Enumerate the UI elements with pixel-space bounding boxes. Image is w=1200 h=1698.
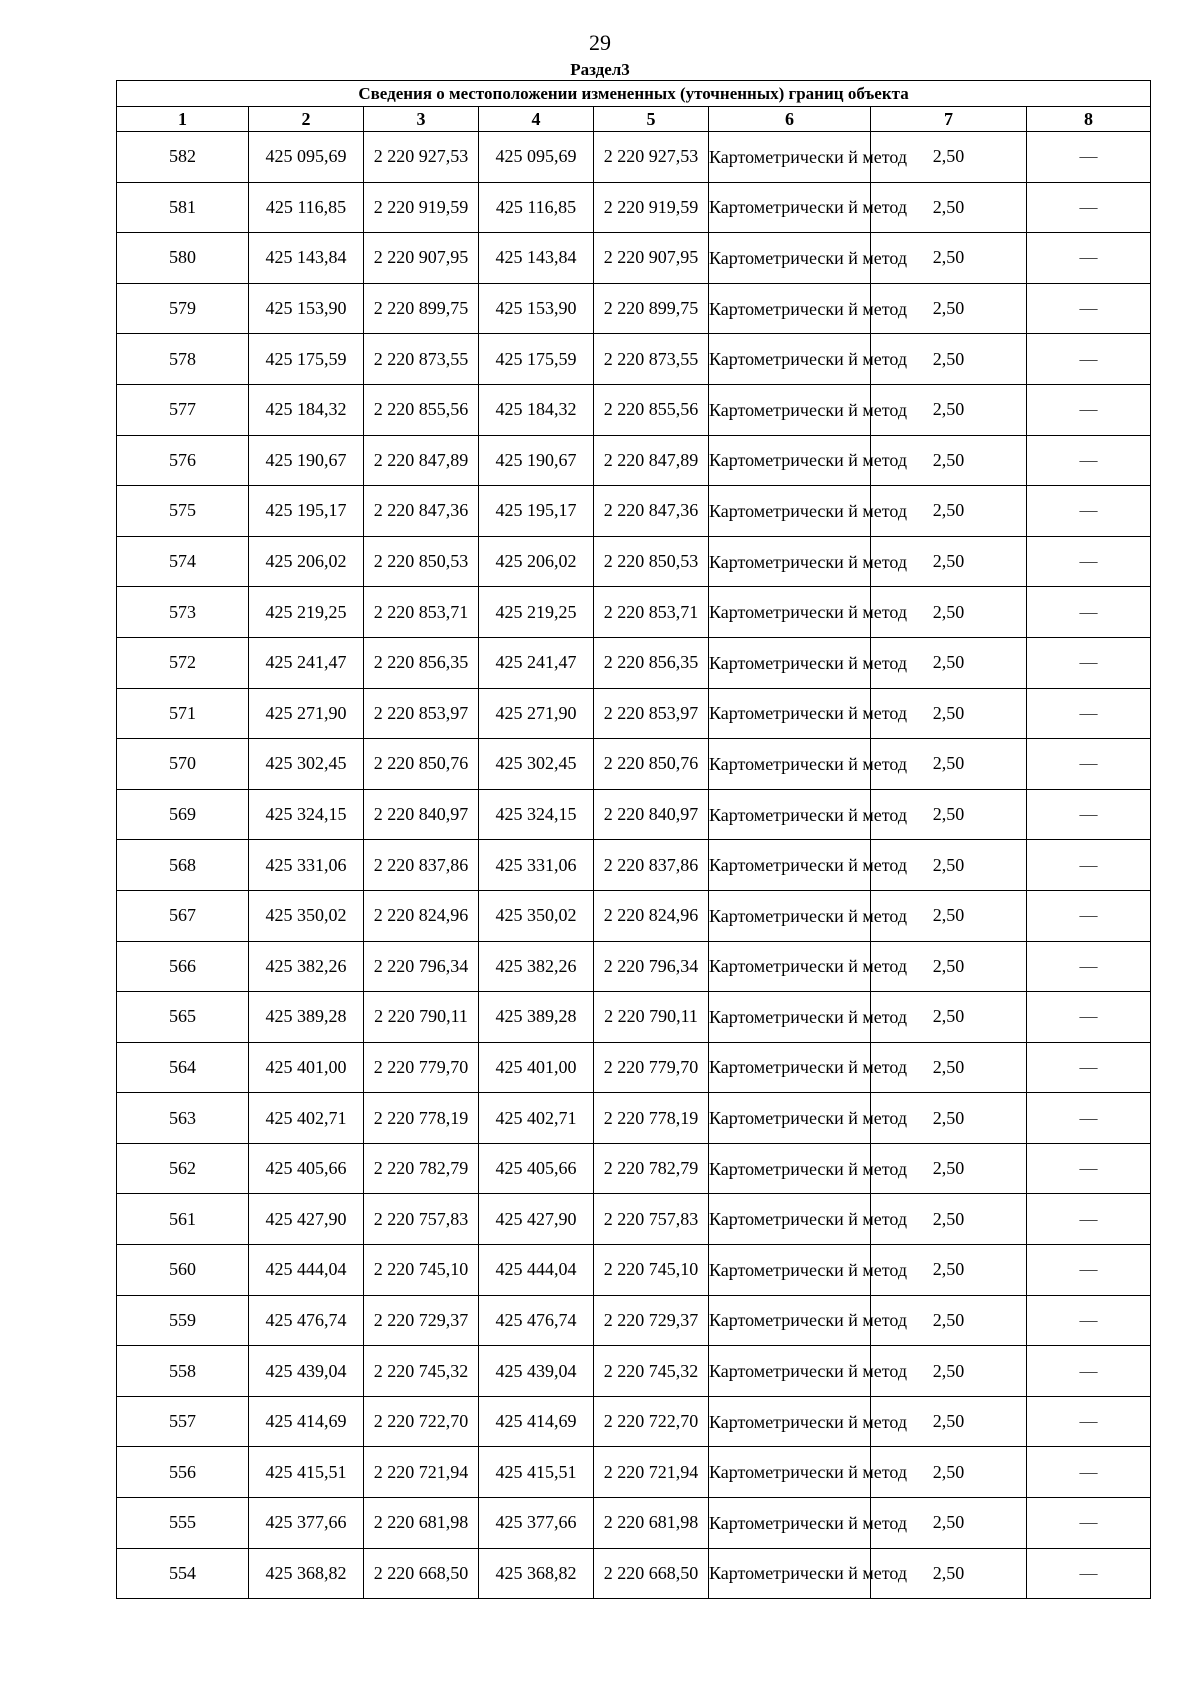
y-old-cell: 2 220 722,70 — [364, 1396, 479, 1447]
point-number-cell: 562 — [117, 1143, 249, 1194]
note-cell: — — [1027, 992, 1151, 1043]
y-old-cell: 2 220 873,55 — [364, 334, 479, 385]
x-old-cell: 425 476,74 — [249, 1295, 364, 1346]
note-cell: — — [1027, 132, 1151, 183]
table-row — [117, 789, 1151, 840]
accuracy-cell: 2,50 — [871, 384, 1027, 435]
accuracy-cell: 2,50 — [871, 840, 1027, 891]
point-number-cell: 561 — [117, 1194, 249, 1245]
y-new-cell: 2 220 824,96 — [594, 890, 709, 941]
accuracy-cell: 2,50 — [871, 182, 1027, 233]
y-new-cell: 2 220 796,34 — [594, 941, 709, 992]
y-old-cell: 2 220 899,75 — [364, 283, 479, 334]
accuracy-cell: 2,50 — [871, 132, 1027, 183]
accuracy-cell: 2,50 — [871, 941, 1027, 992]
y-new-cell: 2 220 850,53 — [594, 536, 709, 587]
x-new-cell: 425 444,04 — [479, 1245, 594, 1296]
table-caption-row — [117, 81, 1151, 107]
x-old-cell: 425 095,69 — [249, 132, 364, 183]
point-number-cell: 571 — [117, 688, 249, 739]
point-number-cell: 557 — [117, 1396, 249, 1447]
x-old-cell: 425 302,45 — [249, 739, 364, 790]
table-row — [117, 587, 1151, 638]
y-new-cell: 2 220 855,56 — [594, 384, 709, 435]
x-old-cell: 425 241,47 — [249, 637, 364, 688]
y-old-cell: 2 220 850,76 — [364, 739, 479, 790]
note-cell: — — [1027, 233, 1151, 284]
note-cell: — — [1027, 1143, 1151, 1194]
x-old-cell: 425 195,17 — [249, 486, 364, 537]
point-number-cell: 558 — [117, 1346, 249, 1397]
note-cell: — — [1027, 182, 1151, 233]
accuracy-cell: 2,50 — [871, 536, 1027, 587]
x-old-cell: 425 402,71 — [249, 1093, 364, 1144]
y-old-cell: 2 220 745,32 — [364, 1346, 479, 1397]
table-row — [117, 132, 1151, 183]
y-old-cell: 2 220 853,97 — [364, 688, 479, 739]
table-row — [117, 283, 1151, 334]
method-cell: Картометрически й метод — [709, 182, 871, 233]
method-cell: Картометрически й метод — [709, 840, 871, 891]
point-number-cell: 574 — [117, 536, 249, 587]
x-new-cell: 425 402,71 — [479, 1093, 594, 1144]
accuracy-cell: 2,50 — [871, 789, 1027, 840]
y-old-cell: 2 220 850,53 — [364, 536, 479, 587]
y-new-cell: 2 220 907,95 — [594, 233, 709, 284]
y-old-cell: 2 220 853,71 — [364, 587, 479, 638]
y-new-cell: 2 220 853,71 — [594, 587, 709, 638]
table-row — [117, 1346, 1151, 1397]
table-row — [117, 992, 1151, 1043]
note-cell: — — [1027, 739, 1151, 790]
method-cell: Картометрически й метод — [709, 941, 871, 992]
method-cell: Картометрически й метод — [709, 132, 871, 183]
x-new-cell: 425 414,69 — [479, 1396, 594, 1447]
note-cell: — — [1027, 637, 1151, 688]
table-row — [117, 1093, 1151, 1144]
point-number-cell: 573 — [117, 587, 249, 638]
note-cell: — — [1027, 384, 1151, 435]
x-new-cell: 425 116,85 — [479, 182, 594, 233]
y-new-cell: 2 220 847,89 — [594, 435, 709, 486]
x-new-cell: 425 190,67 — [479, 435, 594, 486]
accuracy-cell: 2,50 — [871, 1194, 1027, 1245]
accuracy-cell: 2,50 — [871, 688, 1027, 739]
method-cell: Картометрически й метод — [709, 1042, 871, 1093]
method-cell: Картометрически й метод — [709, 688, 871, 739]
y-old-cell: 2 220 721,94 — [364, 1447, 479, 1498]
method-cell: Картометрически й метод — [709, 384, 871, 435]
point-number-cell: 567 — [117, 890, 249, 941]
x-new-cell: 425 175,59 — [479, 334, 594, 385]
y-new-cell: 2 220 899,75 — [594, 283, 709, 334]
y-new-cell: 2 220 779,70 — [594, 1042, 709, 1093]
note-cell: — — [1027, 890, 1151, 941]
x-new-cell: 425 377,66 — [479, 1498, 594, 1549]
x-old-cell: 425 401,00 — [249, 1042, 364, 1093]
y-old-cell: 2 220 782,79 — [364, 1143, 479, 1194]
point-number-cell: 556 — [117, 1447, 249, 1498]
note-cell: — — [1027, 1295, 1151, 1346]
note-cell: — — [1027, 1042, 1151, 1093]
note-cell: — — [1027, 283, 1151, 334]
column-number: 6 — [709, 107, 871, 132]
accuracy-cell: 2,50 — [871, 486, 1027, 537]
point-number-cell: 572 — [117, 637, 249, 688]
point-number-cell: 569 — [117, 789, 249, 840]
x-new-cell: 425 143,84 — [479, 233, 594, 284]
table-row — [117, 1548, 1151, 1599]
method-cell: Картометрически й метод — [709, 1194, 871, 1245]
table-row — [117, 233, 1151, 284]
accuracy-cell: 2,50 — [871, 1042, 1027, 1093]
y-old-cell: 2 220 837,86 — [364, 840, 479, 891]
table-row — [117, 941, 1151, 992]
y-new-cell: 2 220 856,35 — [594, 637, 709, 688]
x-old-cell: 425 331,06 — [249, 840, 364, 891]
column-number: 2 — [249, 107, 364, 132]
x-new-cell: 425 331,06 — [479, 840, 594, 891]
note-cell: — — [1027, 941, 1151, 992]
table-row — [117, 182, 1151, 233]
page-number: 29 — [589, 30, 611, 55]
note-cell: — — [1027, 1548, 1151, 1599]
note-cell: — — [1027, 536, 1151, 587]
section-title: Раздел3 — [570, 60, 630, 79]
x-old-cell: 425 405,66 — [249, 1143, 364, 1194]
y-new-cell: 2 220 847,36 — [594, 486, 709, 537]
x-new-cell: 425 405,66 — [479, 1143, 594, 1194]
method-cell: Картометрически й метод — [709, 1548, 871, 1599]
point-number-cell: 560 — [117, 1245, 249, 1296]
point-number-cell: 582 — [117, 132, 249, 183]
table-row — [117, 384, 1151, 435]
y-new-cell: 2 220 853,97 — [594, 688, 709, 739]
x-old-cell: 425 153,90 — [249, 283, 364, 334]
y-old-cell: 2 220 855,56 — [364, 384, 479, 435]
point-number-cell: 559 — [117, 1295, 249, 1346]
y-new-cell: 2 220 873,55 — [594, 334, 709, 385]
x-old-cell: 425 190,67 — [249, 435, 364, 486]
y-old-cell: 2 220 907,95 — [364, 233, 479, 284]
x-old-cell: 425 350,02 — [249, 890, 364, 941]
x-old-cell: 425 389,28 — [249, 992, 364, 1043]
note-cell: — — [1027, 435, 1151, 486]
x-new-cell: 425 401,00 — [479, 1042, 594, 1093]
y-new-cell: 2 220 919,59 — [594, 182, 709, 233]
accuracy-cell: 2,50 — [871, 1093, 1027, 1144]
x-old-cell: 425 143,84 — [249, 233, 364, 284]
y-new-cell: 2 220 927,53 — [594, 132, 709, 183]
x-new-cell: 425 241,47 — [479, 637, 594, 688]
method-cell: Картометрически й метод — [709, 334, 871, 385]
point-number-cell: 575 — [117, 486, 249, 537]
point-number-cell: 570 — [117, 739, 249, 790]
y-new-cell: 2 220 850,76 — [594, 739, 709, 790]
x-new-cell: 425 302,45 — [479, 739, 594, 790]
note-cell: — — [1027, 1093, 1151, 1144]
accuracy-cell: 2,50 — [871, 637, 1027, 688]
point-number-cell: 568 — [117, 840, 249, 891]
column-number: 4 — [479, 107, 594, 132]
accuracy-cell: 2,50 — [871, 1447, 1027, 1498]
note-cell: — — [1027, 1447, 1151, 1498]
x-new-cell: 425 350,02 — [479, 890, 594, 941]
y-new-cell: 2 220 722,70 — [594, 1396, 709, 1447]
point-number-cell: 565 — [117, 992, 249, 1043]
note-cell: — — [1027, 1194, 1151, 1245]
note-cell: — — [1027, 1498, 1151, 1549]
y-new-cell: 2 220 681,98 — [594, 1498, 709, 1549]
y-old-cell: 2 220 745,10 — [364, 1245, 479, 1296]
y-new-cell: 2 220 745,10 — [594, 1245, 709, 1296]
column-number: 1 — [117, 107, 249, 132]
y-old-cell: 2 220 847,36 — [364, 486, 479, 537]
table-row — [117, 1396, 1151, 1447]
table-row — [117, 688, 1151, 739]
column-number: 3 — [364, 107, 479, 132]
point-number-cell: 576 — [117, 435, 249, 486]
y-old-cell: 2 220 790,11 — [364, 992, 479, 1043]
x-old-cell: 425 439,04 — [249, 1346, 364, 1397]
table-body — [117, 132, 1151, 1599]
accuracy-cell: 2,50 — [871, 435, 1027, 486]
accuracy-cell: 2,50 — [871, 1498, 1027, 1549]
note-cell: — — [1027, 1245, 1151, 1296]
table-row — [117, 435, 1151, 486]
point-number-cell: 563 — [117, 1093, 249, 1144]
y-old-cell: 2 220 796,34 — [364, 941, 479, 992]
x-old-cell: 425 415,51 — [249, 1447, 364, 1498]
y-old-cell: 2 220 681,98 — [364, 1498, 479, 1549]
method-cell: Картометрически й метод — [709, 1447, 871, 1498]
point-number-cell: 578 — [117, 334, 249, 385]
x-new-cell: 425 389,28 — [479, 992, 594, 1043]
point-number-cell: 581 — [117, 182, 249, 233]
point-number-cell: 564 — [117, 1042, 249, 1093]
accuracy-cell: 2,50 — [871, 992, 1027, 1043]
table-row — [117, 1143, 1151, 1194]
note-cell: — — [1027, 486, 1151, 537]
column-number-row — [117, 107, 1151, 132]
table-row — [117, 890, 1151, 941]
method-cell: Картометрически й метод — [709, 1143, 871, 1194]
accuracy-cell: 2,50 — [871, 1548, 1027, 1599]
y-new-cell: 2 220 778,19 — [594, 1093, 709, 1144]
x-old-cell: 425 414,69 — [249, 1396, 364, 1447]
table-row — [117, 1295, 1151, 1346]
note-cell: — — [1027, 789, 1151, 840]
method-cell: Картометрически й метод — [709, 536, 871, 587]
table-row — [117, 840, 1151, 891]
note-cell: — — [1027, 1346, 1151, 1397]
x-new-cell: 425 219,25 — [479, 587, 594, 638]
accuracy-cell: 2,50 — [871, 233, 1027, 284]
method-cell: Картометрически й метод — [709, 283, 871, 334]
table-caption: Сведения о местоположении измененных (уточненных) границ объекта — [117, 81, 1151, 107]
table-row — [117, 1194, 1151, 1245]
y-new-cell: 2 220 757,83 — [594, 1194, 709, 1245]
accuracy-cell: 2,50 — [871, 890, 1027, 941]
y-new-cell: 2 220 729,37 — [594, 1295, 709, 1346]
accuracy-cell: 2,50 — [871, 739, 1027, 790]
x-new-cell: 425 153,90 — [479, 283, 594, 334]
note-cell: — — [1027, 587, 1151, 638]
accuracy-cell: 2,50 — [871, 334, 1027, 385]
method-cell: Картометрически й метод — [709, 739, 871, 790]
method-cell: Картометрически й метод — [709, 1295, 871, 1346]
x-old-cell: 425 377,66 — [249, 1498, 364, 1549]
table-row — [117, 637, 1151, 688]
y-old-cell: 2 220 919,59 — [364, 182, 479, 233]
method-cell: Картометрически й метод — [709, 486, 871, 537]
method-cell: Картометрически й метод — [709, 992, 871, 1043]
method-cell: Картометрически й метод — [709, 637, 871, 688]
x-old-cell: 425 271,90 — [249, 688, 364, 739]
table-row — [117, 1245, 1151, 1296]
method-cell: Картометрически й метод — [709, 233, 871, 284]
note-cell: — — [1027, 1396, 1151, 1447]
table-row — [117, 1042, 1151, 1093]
table-row — [117, 486, 1151, 537]
x-old-cell: 425 184,32 — [249, 384, 364, 435]
x-new-cell: 425 415,51 — [479, 1447, 594, 1498]
y-new-cell: 2 220 721,94 — [594, 1447, 709, 1498]
column-number: 8 — [1027, 107, 1151, 132]
accuracy-cell: 2,50 — [871, 1346, 1027, 1397]
point-number-cell: 577 — [117, 384, 249, 435]
accuracy-cell: 2,50 — [871, 1396, 1027, 1447]
coordinates-table — [116, 80, 1151, 1599]
method-cell: Картометрически й метод — [709, 1396, 871, 1447]
x-old-cell: 425 444,04 — [249, 1245, 364, 1296]
y-new-cell: 2 220 668,50 — [594, 1548, 709, 1599]
x-new-cell: 425 439,04 — [479, 1346, 594, 1397]
y-old-cell: 2 220 668,50 — [364, 1548, 479, 1599]
y-old-cell: 2 220 729,37 — [364, 1295, 479, 1346]
accuracy-cell: 2,50 — [871, 1295, 1027, 1346]
y-old-cell: 2 220 779,70 — [364, 1042, 479, 1093]
x-old-cell: 425 116,85 — [249, 182, 364, 233]
accuracy-cell: 2,50 — [871, 283, 1027, 334]
table-row — [117, 1498, 1151, 1549]
x-old-cell: 425 175,59 — [249, 334, 364, 385]
y-old-cell: 2 220 856,35 — [364, 637, 479, 688]
method-cell: Картометрически й метод — [709, 789, 871, 840]
method-cell: Картометрически й метод — [709, 1093, 871, 1144]
note-cell: — — [1027, 688, 1151, 739]
y-new-cell: 2 220 790,11 — [594, 992, 709, 1043]
table-row — [117, 334, 1151, 385]
point-number-cell: 554 — [117, 1548, 249, 1599]
x-old-cell: 425 427,90 — [249, 1194, 364, 1245]
point-number-cell: 580 — [117, 233, 249, 284]
x-new-cell: 425 195,17 — [479, 486, 594, 537]
x-new-cell: 425 184,32 — [479, 384, 594, 435]
y-new-cell: 2 220 840,97 — [594, 789, 709, 840]
table-row — [117, 1447, 1151, 1498]
x-old-cell: 425 382,26 — [249, 941, 364, 992]
method-cell: Картометрически й метод — [709, 435, 871, 486]
x-new-cell: 425 427,90 — [479, 1194, 594, 1245]
y-old-cell: 2 220 778,19 — [364, 1093, 479, 1144]
column-number: 5 — [594, 107, 709, 132]
method-cell: Картометрически й метод — [709, 1245, 871, 1296]
y-old-cell: 2 220 824,96 — [364, 890, 479, 941]
method-cell: Картометрически й метод — [709, 890, 871, 941]
accuracy-cell: 2,50 — [871, 1143, 1027, 1194]
y-old-cell: 2 220 757,83 — [364, 1194, 479, 1245]
y-old-cell: 2 220 840,97 — [364, 789, 479, 840]
x-new-cell: 425 206,02 — [479, 536, 594, 587]
point-number-cell: 566 — [117, 941, 249, 992]
x-new-cell: 425 271,90 — [479, 688, 594, 739]
x-new-cell: 425 382,26 — [479, 941, 594, 992]
accuracy-cell: 2,50 — [871, 1245, 1027, 1296]
method-cell: Картометрически й метод — [709, 587, 871, 638]
y-old-cell: 2 220 927,53 — [364, 132, 479, 183]
point-number-cell: 555 — [117, 1498, 249, 1549]
y-new-cell: 2 220 782,79 — [594, 1143, 709, 1194]
table-row — [117, 536, 1151, 587]
method-cell: Картометрически й метод — [709, 1498, 871, 1549]
point-number-cell: 579 — [117, 283, 249, 334]
x-new-cell: 425 476,74 — [479, 1295, 594, 1346]
x-old-cell: 425 206,02 — [249, 536, 364, 587]
note-cell: — — [1027, 334, 1151, 385]
y-new-cell: 2 220 745,32 — [594, 1346, 709, 1397]
x-new-cell: 425 095,69 — [479, 132, 594, 183]
x-old-cell: 425 368,82 — [249, 1548, 364, 1599]
x-old-cell: 425 219,25 — [249, 587, 364, 638]
column-number: 7 — [871, 107, 1027, 132]
method-cell: Картометрически й метод — [709, 1346, 871, 1397]
x-new-cell: 425 368,82 — [479, 1548, 594, 1599]
table-row — [117, 739, 1151, 790]
y-old-cell: 2 220 847,89 — [364, 435, 479, 486]
y-new-cell: 2 220 837,86 — [594, 840, 709, 891]
x-old-cell: 425 324,15 — [249, 789, 364, 840]
accuracy-cell: 2,50 — [871, 587, 1027, 638]
note-cell: — — [1027, 840, 1151, 891]
x-new-cell: 425 324,15 — [479, 789, 594, 840]
